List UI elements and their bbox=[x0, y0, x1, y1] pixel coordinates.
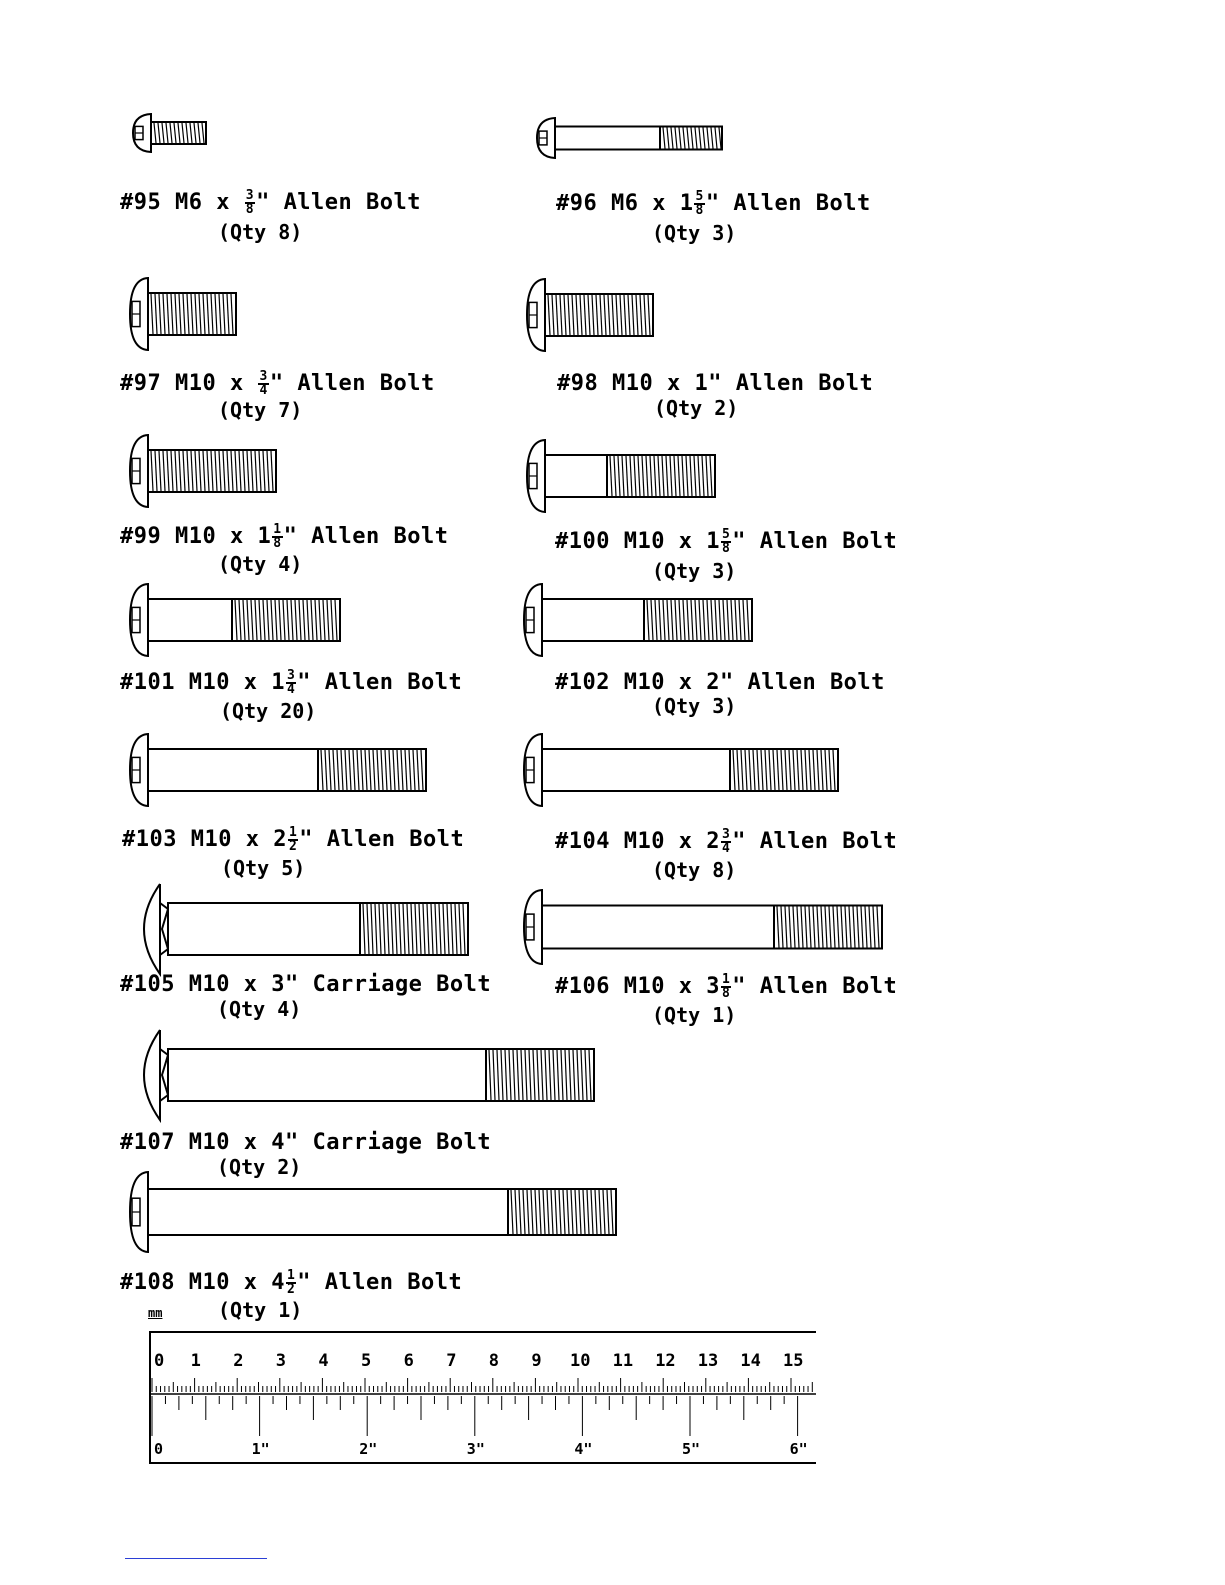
bolt-102-drawing bbox=[524, 582, 762, 658]
fraction-denominator: 8 bbox=[695, 203, 704, 218]
part-number: #98 bbox=[557, 371, 599, 396]
part-quantity: (Qty 20) bbox=[220, 699, 317, 723]
part-title-106 bbox=[555, 974, 897, 1000]
cm-label: 14 bbox=[740, 1351, 761, 1371]
bolt-101-drawing bbox=[130, 582, 350, 658]
length-unit: " bbox=[269, 371, 284, 396]
cm-label: 1 bbox=[190, 1351, 201, 1371]
length-whole: 4 bbox=[271, 1270, 285, 1295]
part-title-108 bbox=[120, 1270, 462, 1296]
bolt-105-drawing bbox=[128, 882, 478, 976]
length-whole: 1 bbox=[706, 529, 720, 554]
fraction-numerator: 1 bbox=[273, 522, 282, 537]
part-number: #97 bbox=[120, 371, 162, 396]
part-size: M10 x bbox=[188, 670, 272, 695]
cm-label: 5 bbox=[361, 1351, 372, 1371]
cm-label: 4 bbox=[318, 1351, 329, 1371]
part-size: M6 x bbox=[175, 190, 244, 215]
cm-label: 13 bbox=[697, 1351, 719, 1371]
bolt-99-drawing bbox=[130, 433, 286, 509]
part-quantity: (Qty 1) bbox=[652, 1003, 737, 1027]
bolt-type: Allen Bolt bbox=[283, 190, 422, 215]
inch-label: 3" bbox=[466, 1440, 485, 1458]
ruler bbox=[148, 1330, 818, 1465]
length-unit: " bbox=[708, 371, 722, 396]
part-title-102 bbox=[555, 670, 885, 696]
length-whole: 3 bbox=[706, 974, 720, 999]
cm-label: 2 bbox=[233, 1351, 244, 1371]
part-number: #102 bbox=[555, 670, 610, 695]
part-quantity: (Qty 4) bbox=[218, 552, 303, 576]
part-quantity: (Qty 2) bbox=[654, 396, 739, 420]
cm-label: 12 bbox=[655, 1351, 676, 1371]
fraction-denominator: 8 bbox=[721, 986, 731, 1001]
bolt-type: Allen Bolt bbox=[733, 191, 871, 216]
bolt-107-drawing bbox=[128, 1028, 604, 1122]
bolt-98-drawing bbox=[527, 277, 663, 353]
length-unit: " bbox=[732, 829, 747, 854]
bolt-96-drawing bbox=[537, 116, 732, 160]
length-fraction bbox=[288, 827, 298, 853]
part-quantity: (Qty 3) bbox=[652, 559, 737, 583]
part-quantity: (Qty 3) bbox=[652, 221, 737, 245]
part-number: #99 bbox=[120, 524, 162, 549]
bolt-108-drawing bbox=[130, 1170, 626, 1254]
length-unit: " bbox=[705, 191, 720, 216]
fraction-numerator: 1 bbox=[721, 972, 731, 987]
bolt-type: Allen Bolt bbox=[297, 371, 435, 396]
length-fraction bbox=[258, 371, 268, 397]
fraction-denominator: 8 bbox=[245, 202, 255, 217]
inch-label: 0 bbox=[154, 1440, 164, 1458]
bolt-type: Allen Bolt bbox=[759, 829, 898, 854]
fraction-denominator: 4 bbox=[721, 841, 731, 856]
cm-label: 15 bbox=[783, 1351, 804, 1371]
length-unit: " bbox=[284, 1130, 299, 1155]
part-number: #96 bbox=[556, 191, 598, 216]
bolt-type: Allen Bolt bbox=[326, 827, 465, 852]
part-title-95 bbox=[120, 190, 421, 216]
bolt-100-drawing bbox=[527, 438, 725, 514]
inch-label: 2" bbox=[359, 1440, 378, 1458]
length-unit: " bbox=[256, 190, 270, 215]
bolt-type: Carriage Bolt bbox=[312, 1130, 492, 1155]
cm-label: 7 bbox=[446, 1351, 457, 1371]
part-title-97 bbox=[120, 371, 435, 397]
length-unit: " bbox=[297, 1270, 312, 1295]
length-whole: 2 bbox=[706, 670, 720, 695]
length-unit: " bbox=[284, 972, 299, 997]
cm-label: 0 bbox=[154, 1351, 165, 1371]
part-size: M10 x bbox=[623, 829, 707, 854]
part-title-105 bbox=[120, 972, 491, 998]
fraction-numerator: 3 bbox=[259, 369, 268, 384]
part-size: M6 x bbox=[611, 191, 680, 216]
cm-label: 11 bbox=[612, 1351, 634, 1371]
part-number: #105 bbox=[120, 972, 175, 997]
part-size: M10 x bbox=[623, 670, 707, 695]
part-title-98 bbox=[557, 371, 873, 397]
length-fraction bbox=[245, 190, 255, 216]
inch-label: 5" bbox=[682, 1440, 701, 1458]
bolt-type: Carriage Bolt bbox=[312, 972, 492, 997]
cm-label: 3 bbox=[275, 1351, 287, 1371]
inch-label: 1" bbox=[251, 1440, 270, 1458]
part-quantity: (Qty 4) bbox=[217, 997, 302, 1021]
length-whole: 2 bbox=[706, 829, 720, 854]
fraction-numerator: 5 bbox=[721, 527, 731, 542]
length-fraction bbox=[721, 974, 731, 1000]
part-number: #108 bbox=[120, 1270, 175, 1295]
fraction-numerator: 3 bbox=[721, 827, 731, 842]
inch-label: 4" bbox=[574, 1440, 593, 1458]
part-number: #107 bbox=[120, 1130, 175, 1155]
part-title-103 bbox=[122, 827, 464, 853]
part-size: M10 x bbox=[188, 1130, 272, 1155]
cm-label: 8 bbox=[488, 1351, 500, 1371]
inch-label: 6" bbox=[789, 1440, 808, 1458]
part-number: #95 bbox=[120, 190, 162, 215]
fraction-numerator: 1 bbox=[286, 1268, 296, 1283]
part-size: M10 x bbox=[612, 371, 695, 396]
part-quantity: (Qty 1) bbox=[218, 1298, 303, 1322]
bolt-type: Allen Bolt bbox=[747, 670, 885, 695]
length-unit: " bbox=[732, 529, 747, 554]
length-unit: " bbox=[299, 827, 314, 852]
part-title-107 bbox=[120, 1130, 491, 1156]
part-title-101 bbox=[120, 670, 462, 696]
length-whole: 1 bbox=[257, 524, 272, 549]
part-quantity: (Qty 2) bbox=[217, 1155, 302, 1179]
part-number: #103 bbox=[122, 827, 177, 852]
fraction-denominator: 8 bbox=[721, 541, 731, 556]
fraction-denominator: 2 bbox=[288, 839, 298, 854]
bolt-103-drawing bbox=[130, 732, 436, 808]
fraction-numerator: 3 bbox=[245, 188, 255, 203]
bolt-type: Allen Bolt bbox=[324, 1270, 463, 1295]
cm-label: 10 bbox=[570, 1351, 591, 1371]
fraction-numerator: 3 bbox=[286, 668, 296, 683]
length-fraction bbox=[694, 191, 704, 217]
bolt-106-drawing bbox=[524, 888, 892, 966]
part-quantity: (Qty 8) bbox=[218, 220, 303, 244]
part-quantity: (Qty 7) bbox=[218, 398, 303, 422]
part-title-104 bbox=[555, 829, 897, 855]
length-whole: 1 bbox=[679, 191, 694, 216]
length-whole: 1 bbox=[694, 371, 709, 396]
part-size: M10 x bbox=[175, 524, 258, 549]
length-unit: " bbox=[732, 974, 747, 999]
length-fraction bbox=[721, 529, 731, 555]
length-unit: " bbox=[297, 670, 312, 695]
cm-label: 6 bbox=[403, 1351, 414, 1371]
length-fraction bbox=[286, 670, 296, 696]
part-size: M10 x bbox=[175, 371, 258, 396]
length-fraction bbox=[272, 524, 282, 550]
bolt-97-drawing bbox=[130, 276, 246, 352]
part-title-96 bbox=[556, 191, 871, 217]
fraction-denominator: 4 bbox=[259, 383, 268, 398]
bolt-type: Allen Bolt bbox=[759, 974, 898, 999]
part-size: M10 x bbox=[623, 974, 707, 999]
footer-rule bbox=[125, 1558, 267, 1559]
mm-unit-label: mm bbox=[148, 1306, 163, 1320]
part-quantity: (Qty 5) bbox=[221, 856, 306, 880]
fraction-numerator: 5 bbox=[695, 189, 704, 204]
length-unit: " bbox=[283, 524, 298, 549]
cm-label: 9 bbox=[531, 1351, 542, 1371]
part-title-99 bbox=[120, 524, 449, 550]
bolt-type: Allen Bolt bbox=[759, 529, 898, 554]
fraction-denominator: 2 bbox=[286, 1282, 296, 1297]
length-whole: 2 bbox=[273, 827, 287, 852]
ruler-graphic bbox=[148, 1330, 818, 1465]
bolt-104-drawing bbox=[524, 732, 848, 808]
part-title-100 bbox=[555, 529, 897, 555]
part-size: M10 x bbox=[188, 1270, 272, 1295]
part-number: #100 bbox=[555, 529, 610, 554]
length-unit: " bbox=[719, 670, 734, 695]
part-size: M10 x bbox=[190, 827, 274, 852]
bolt-type: Allen Bolt bbox=[735, 371, 874, 396]
bolt-95-drawing bbox=[133, 112, 216, 154]
length-whole: 1 bbox=[271, 670, 285, 695]
fraction-denominator: 4 bbox=[286, 682, 296, 697]
length-whole: 3 bbox=[271, 972, 285, 997]
fraction-numerator: 1 bbox=[288, 825, 298, 840]
length-fraction bbox=[721, 829, 731, 855]
fraction-denominator: 8 bbox=[273, 536, 282, 551]
part-number: #106 bbox=[555, 974, 610, 999]
part-number: #101 bbox=[120, 670, 175, 695]
part-quantity: (Qty 8) bbox=[652, 858, 737, 882]
part-size: M10 x bbox=[188, 972, 272, 997]
part-number: #104 bbox=[555, 829, 610, 854]
bolt-type: Allen Bolt bbox=[311, 524, 449, 549]
length-fraction bbox=[286, 1270, 296, 1296]
part-quantity: (Qty 3) bbox=[652, 694, 737, 718]
bolt-type: Allen Bolt bbox=[324, 670, 463, 695]
part-size: M10 x bbox=[623, 529, 707, 554]
length-whole: 4 bbox=[271, 1130, 285, 1155]
